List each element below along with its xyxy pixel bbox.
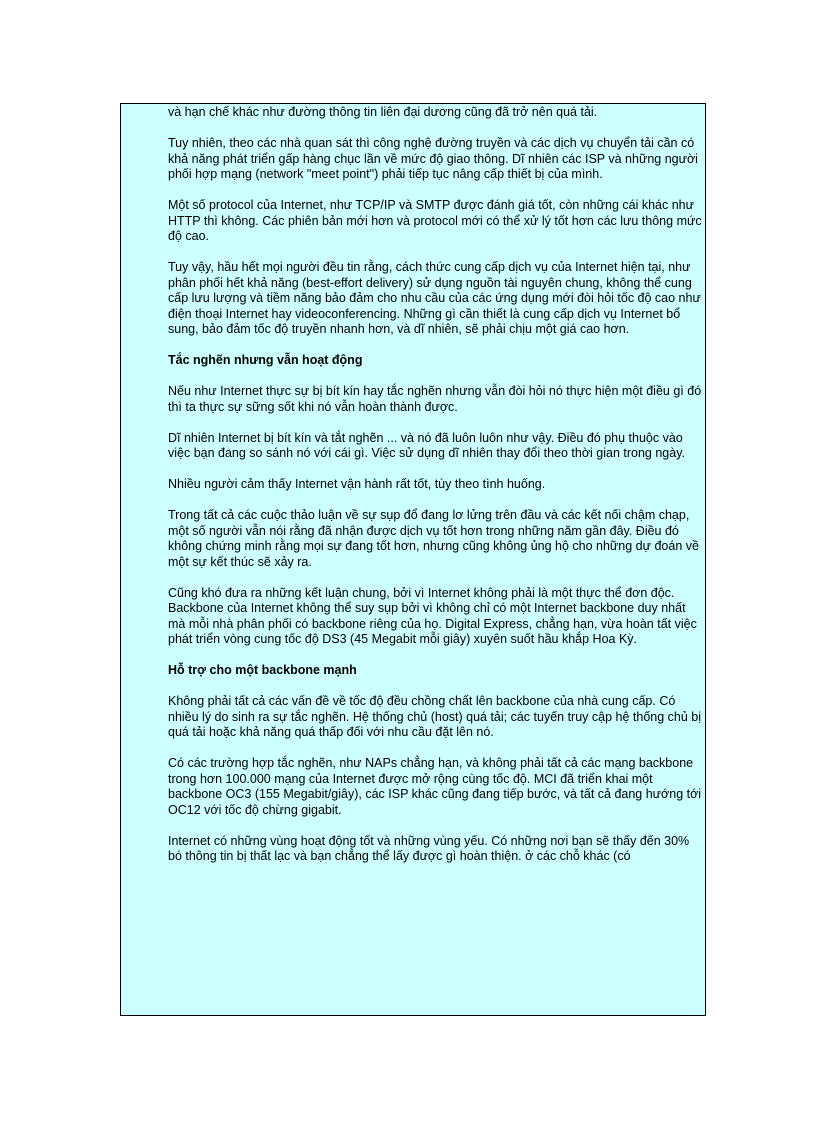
paragraph: Nếu như Internet thực sự bị bít kín hay tắc nghẽn nhưng vẫn đòi hỏi nó thực hiện một điều gì đó thì ta thực sự sững sốt khi nó vẫn hoàn thành được. [168,384,702,414]
paragraph: và hạn chế khác như đường thông tin liên đại dương cũng đã trở nên quá tải. [168,105,598,119]
paragraph: Trong tất cả các cuộc thảo luận về sự sụp đổ đang lơ lửng trên đầu và các kết nối chậm chạp, một số người vẫn nói rằng đã nhận được dịch vụ tốt hơn trong những năm gần đây. Điều đó không chứng minh rằng mọi sự đang tốt hơn, nhưng cũng không ủng hộ cho những dự đoán về một sự kết thúc sẽ xảy ra. [168,508,699,569]
paragraph: Không phải tất cả các vấn đề về tốc độ đều chồng chất lên backbone của nhà cung cấp. Có nhiều lý do sinh ra sự tắc nghẽn. Hệ thống chủ (host) quá tải; các tuyến truy cập hệ thống chủ bị quá tải hoặc khả năng quá thấp đối với nhu cầu đặt lên nó. [168,694,702,739]
paragraph: Dĩ nhiên Internet bị bít kín và tắt nghẽn ... và nó đã luôn luôn như vậy. Điều đó phụ thuộc vào việc bạn đang so sánh nó với cái gì. Việc sử dụng dĩ nhiên thay đổi theo thời gian trong ngày. [168,430,685,460]
paragraph: Internet có những vùng hoạt động tốt và những vùng yếu. Có những nơi bạn sẽ thấy đến 30% bó thông tin bị thất lạc và bạn chẳng thể lấy được gì hoàn thiện. ở các chỗ khác (có [168,833,690,863]
paragraph: Có các trường hợp tắc nghẽn, như NAPs chẳng hạn, và không phải tất cả các mạng backbone trong hơn 100.000 mạng của Internet được mở rộng cùng tốc độ. MCI đã triển khai một backbone OC3 (155 Megabit/giây), các ISP khác cũng đang tiếp bước, và tất cả đang hướng tới OC12 với tốc độ chừng gigabit. [168,756,702,817]
section-heading: Hỗ trợ cho một backbone mạnh [168,663,357,677]
paragraph: Nhiều người cảm thấy Internet vận hành rất tốt, tùy theo tình huống. [168,477,546,491]
document-body [168,104,704,880]
section-heading: Tắc nghẽn nhưng vẫn hoạt động [168,353,363,367]
paragraph: Tuy vậy, hầu hết mọi người đều tin rằng, cách thức cung cấp dịch vụ của Internet hiện tại, như phân phối hết khả năng (best-effort delivery) sử dụng nguồn tài nguyên chung, không thể cung cấp lưu lượng và tiềm năng bảo đảm cho nhu cầu của các ứng dụng mới đòi hỏi tốc độ cao như điện thoại Internet hay videoconferencing. Những gì cần thiết là cung cấp dịch vụ Internet bổ sung, bảo đảm tốc độ truyền nhanh hơn, và dĩ nhiên, sẽ phải chịu một giá cao hơn. [168,260,701,336]
paragraph: Một số protocol của Internet, như TCP/IP và SMTP được đánh giá tốt, còn những cái khác như HTTP thì không. Các phiên bản mới hơn và protocol mới có thể xử lý tốt hơn các lưu thông mức độ cao. [168,198,702,243]
paragraph: Tuy nhiên, theo các nhà quan sát thì công nghệ đường truyền và các dịch vụ chuyển tải cần có khả năng phát triển gấp hàng chục lần về mức độ giao thông. Dĩ nhiên các ISP và những người phối hợp mạng (network "meet point") phải tiếp tục nâng cấp thiết bị của mình. [168,136,698,181]
document-page [120,103,706,1016]
paragraph: Cũng khó đưa ra những kết luận chung, bởi vì Internet không phải là một thực thể đơn độc. Backbone của Internet không thể suy sụp bởi vì không chỉ có một Internet backbone duy nhất mà mỗi nhà phân phối có backbone riêng của họ. Digital Express, chẳng hạn, vừa hoàn tất việc phát triển vòng cung tốc độ DS3 (45 Megabit mỗi giây) xuyên suốt hầu khắp Hoa Kỳ. [168,585,697,646]
